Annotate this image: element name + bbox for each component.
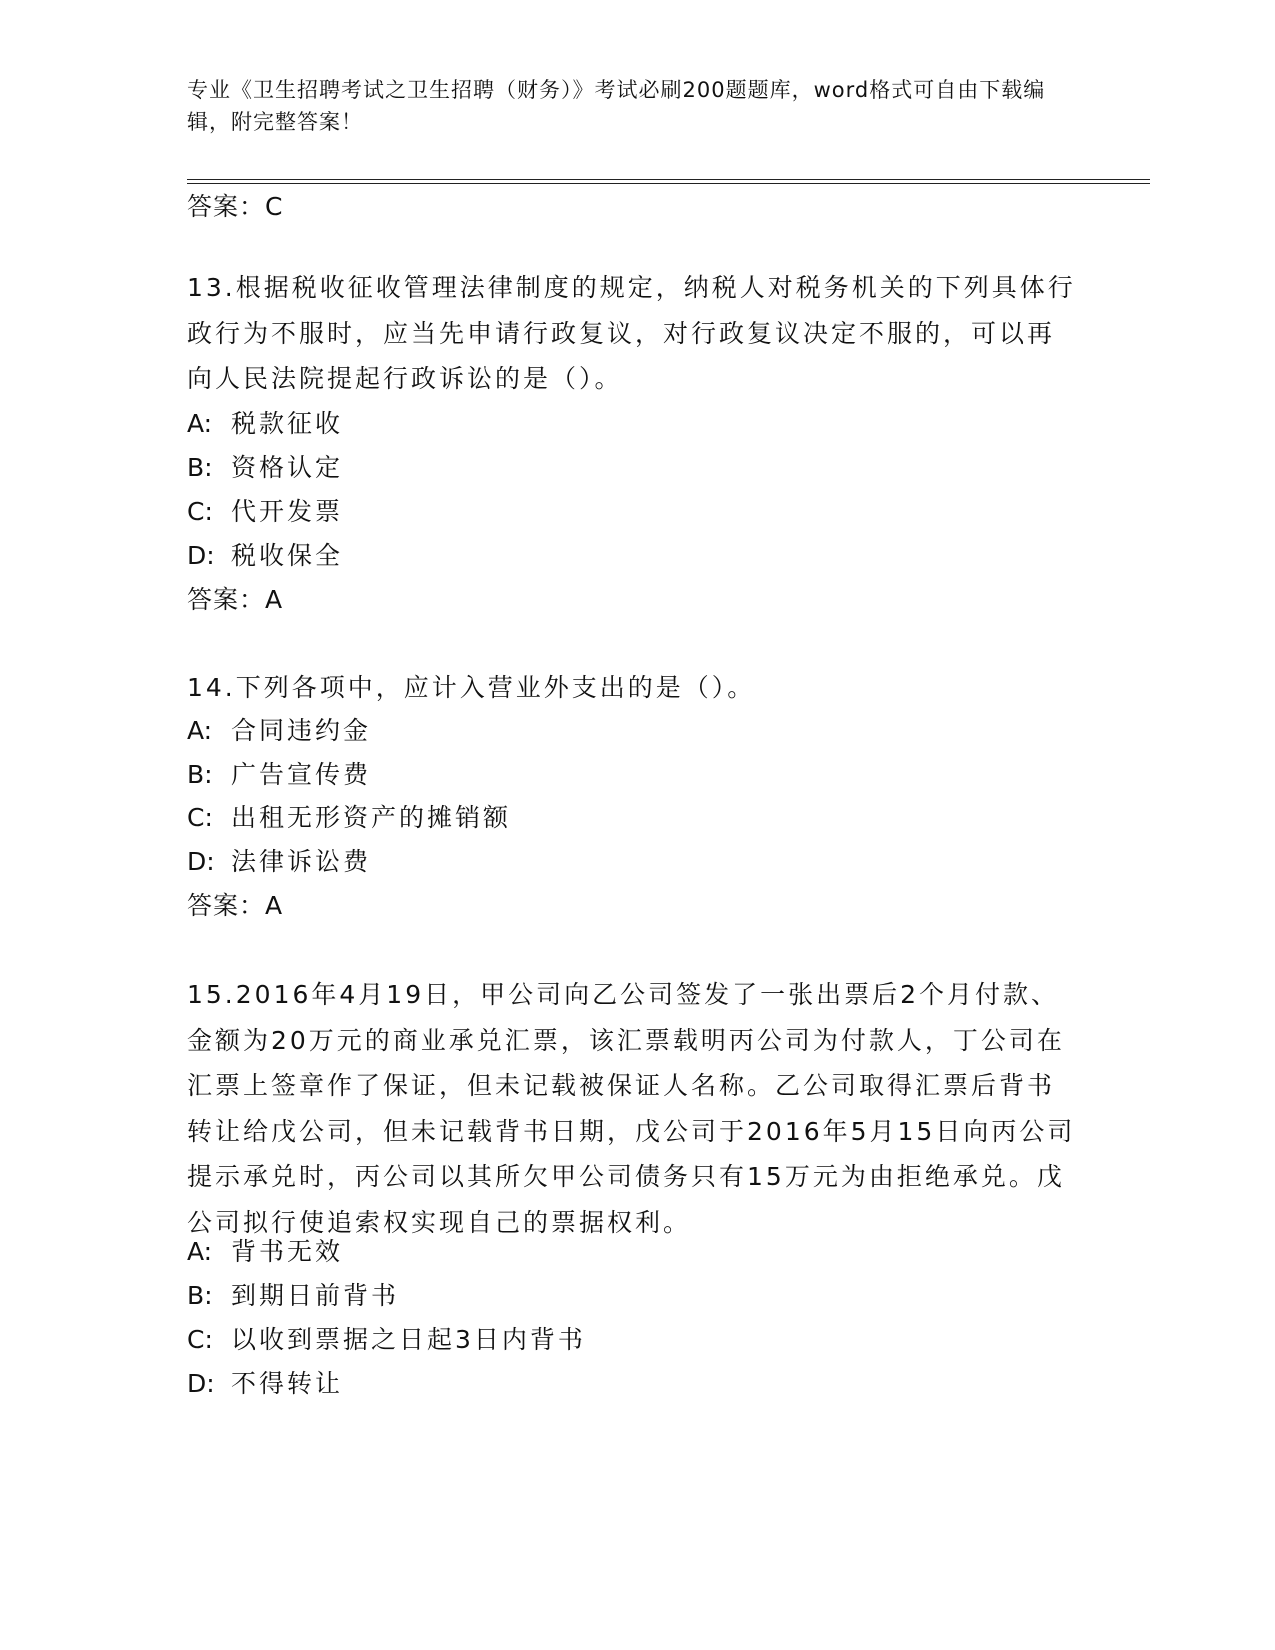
question-13-option-b [187, 448, 343, 484]
option-key: B: [187, 1281, 213, 1310]
question-14-option-a [187, 711, 371, 747]
option-key: D: [187, 1369, 215, 1398]
option-text: 代开发票 [231, 497, 344, 526]
answer-14: 答案：A [187, 891, 284, 920]
option-text: 税收保全 [231, 541, 344, 570]
option-text: 到期日前背书 [231, 1281, 400, 1310]
question-14-option-b [187, 755, 371, 791]
question-14-text: 14.下列各项中，应计入营业外支出的是（）。 [187, 673, 756, 702]
answer-13: 答案：A [187, 585, 284, 614]
question-13-option-c [187, 492, 343, 528]
question-13-option-d [187, 536, 343, 572]
option-text: 资格认定 [231, 453, 344, 482]
question-15-option-b [187, 1276, 399, 1312]
option-key: C: [187, 497, 213, 526]
option-key: A: [187, 716, 213, 745]
question-15-option-c [187, 1320, 586, 1356]
question-15-option-d [187, 1364, 343, 1400]
option-key: B: [187, 453, 213, 482]
question-14-option-d [187, 842, 371, 878]
option-text: 以收到票据之日起3日内背书 [231, 1325, 586, 1354]
option-key: C: [187, 803, 213, 832]
header-divider-secondary [187, 183, 1150, 184]
question-15-text: 15.2016年4月19日，甲公司向乙公司签发了一张出票后2个月付款、金额为20万元的商业承兑汇票，该汇票载明丙公司为付款人，丁公司在汇票上签章作了保证，但未记载被保证人名称。乙公司取得汇票后背书转让给戊公司，但未记载背书日期，戊公司于2016年5月15日向丙公司提示承兑时，丙公司以其所欠甲公司债务只有15万元为由拒绝承兑。戊公司拟行使追索权实现自己的票据权利。 [187, 980, 1076, 1237]
option-key: A: [187, 409, 213, 438]
option-text: 出租无形资产的摊销额 [231, 803, 512, 832]
option-key: A: [187, 1237, 213, 1266]
question-13-text: 13.根据税收征收管理法律制度的规定，纳税人对税务机关的下列具体行政行为不服时，应当先申请行政复议，对行政复议决定不服的，可以再向人民法院提起行政诉讼的是（）。 [187, 273, 1076, 393]
option-text: 不得转让 [231, 1369, 344, 1398]
option-text: 合同违约金 [231, 716, 372, 745]
question-13-option-a [187, 404, 343, 440]
header-divider [187, 179, 1150, 180]
document-header: 专业《卫生招聘考试之卫生招聘（财务）》考试必刷200题题库，word格式可自由下载编辑，附完整答案！ [187, 78, 1046, 134]
option-text: 法律诉讼费 [231, 847, 372, 876]
option-key: D: [187, 847, 215, 876]
option-key: D: [187, 541, 215, 570]
question-15-option-a [187, 1232, 343, 1268]
option-text: 广告宣传费 [231, 760, 372, 789]
option-key: C: [187, 1325, 213, 1354]
question-14-option-c [187, 798, 511, 834]
answer-12: 答案：C [187, 192, 284, 221]
option-key: B: [187, 760, 213, 789]
option-text: 背书无效 [231, 1237, 344, 1266]
option-text: 税款征收 [231, 409, 344, 438]
